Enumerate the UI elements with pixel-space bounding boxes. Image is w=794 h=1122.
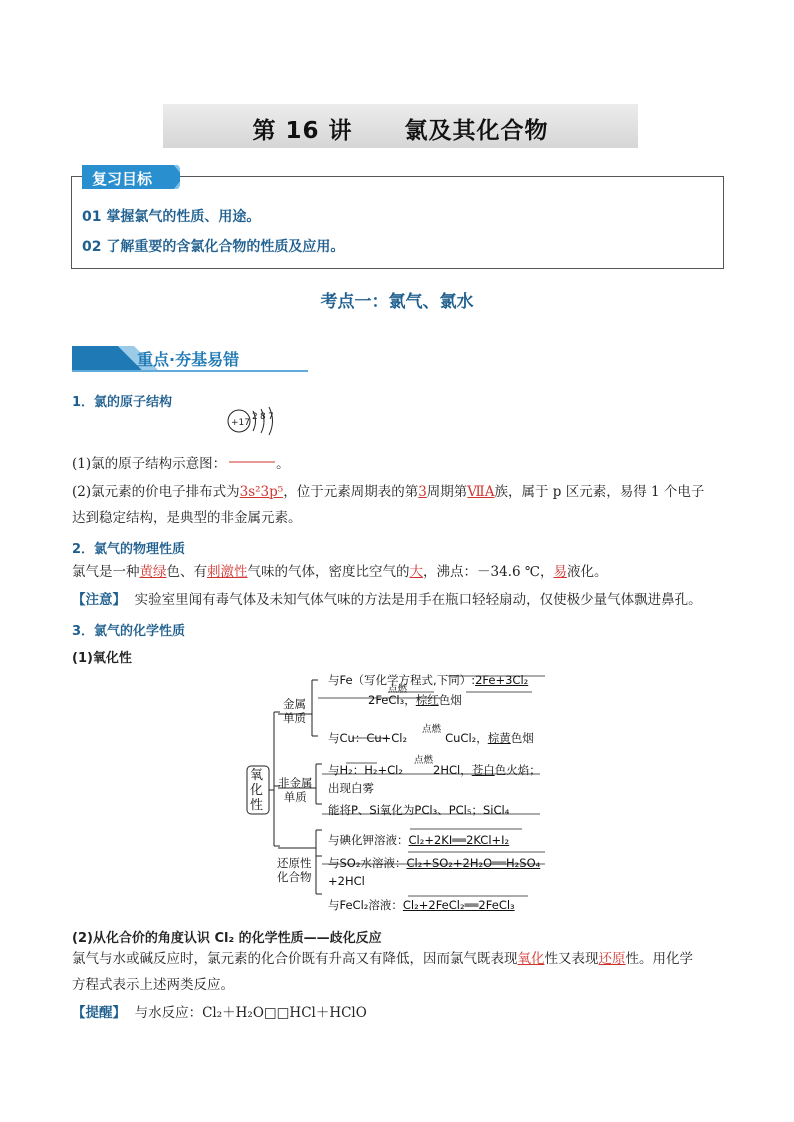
- goal-2: 02 了解重要的含氯化合物的性质及应用。: [82, 239, 345, 255]
- lecture-number: 第 16 讲: [252, 118, 353, 144]
- para-physical-props: 氯气是一种黄绿色、有刺激性气味的气体，密度比空气的大，沸点：－34.6 ℃，易液化。: [72, 564, 608, 580]
- diagram-branch-nonmetal: 非金属 单质: [278, 776, 313, 804]
- leaf-so2: 与SO₂水溶液：Cl₂+SO₂+2H₂O══H₂SO₄: [328, 856, 541, 870]
- tip-line: 【提醒】 与水反应：Cl₂＋H₂O□□HCl＋HClO: [72, 1005, 367, 1021]
- lecture-topic: 氯及其化合物: [404, 118, 549, 144]
- leaf-cu: 与Cu：Cu+Cl₂ CuCl₂，棕黄色烟: [328, 731, 534, 745]
- leaf-p-si: 能将P、Si氧化为PCl₃、PCl₅；SiCl₄: [328, 803, 510, 817]
- answer-config: 3s²3p⁵: [239, 484, 284, 500]
- answer-liquefy: 易: [553, 564, 567, 580]
- diagram-root: 氧 化 性: [250, 768, 264, 813]
- note-line: 【注意】 实验室里闻有毒气体及未知气体气味的方法是用手在瓶口轻轻扇动，仅使极少量气体飘进鼻孔。: [72, 592, 702, 608]
- goal-1: 01 掌握氯气的性质、用途。: [82, 209, 261, 225]
- answer-color: 黄绿: [139, 564, 167, 580]
- atom-shell-2: 8: [260, 412, 266, 422]
- page-title: [163, 112, 638, 145]
- para-atomic-diagram: (1)氯的原子结构示意图： 。: [72, 456, 290, 472]
- answer-smell: 刺激性: [207, 564, 248, 580]
- answer-density: 大: [409, 564, 423, 580]
- h2-condition: 点燃: [414, 755, 434, 766]
- leaf-fe: 与Fe（写化学方程式,下同）:2Fe+3Cl₂: [328, 673, 529, 687]
- atom-shell-1: 2: [252, 412, 258, 422]
- answer-period: 3: [418, 484, 427, 500]
- subheading-disproportionation: (2)从化合价的角度认识 Cl₂ 的化学性质——歧化反应: [72, 931, 382, 946]
- heading-atomic-structure: 1．氯的原子结构: [72, 395, 173, 410]
- atom-nucleus: +17: [231, 418, 250, 428]
- subheading-oxidizing: (1)氧化性: [72, 651, 132, 666]
- cu-condition: 点燃: [422, 724, 442, 735]
- answer-group: ⅦA: [467, 484, 495, 500]
- para-disproportionation: 氯气与水或碱反应时，氯元素的化合价既有升高又有降低，因而氯气既表现氧化性又表现还原性。用化学 方程式表示上述两类反应。: [72, 951, 693, 993]
- heading-chemical-props: 3．氯气的化学性质: [72, 624, 186, 639]
- leaf-h2: 与H₂：H₂+Cl₂ 2HCl，苍白色火焰；: [328, 763, 541, 777]
- leaf-so2-line2: +2HCl: [328, 874, 365, 888]
- note-label: 【注意】: [72, 592, 126, 608]
- tip-label: 【提醒】: [72, 1005, 126, 1021]
- answer-oxidizing: 氧化: [517, 951, 545, 967]
- diagram-branch-reducing: 还原性 化合物: [277, 856, 312, 884]
- leaf-fe-line2: 2FeCl₃，棕红色烟: [368, 693, 462, 707]
- heading-physical-props: 2．氯气的物理性质: [72, 542, 186, 557]
- leaf-h2-line2: 出现白雾: [328, 781, 374, 795]
- banner-label: 重点·夯基易错: [137, 350, 240, 369]
- answer-reducing: 还原: [598, 951, 626, 967]
- section-title: 考点一：氯气、氯水: [320, 292, 474, 312]
- atom-shell-3: 7: [268, 412, 274, 422]
- para-electron-config: (2)氯元素的价电子排布式为3s²3p⁵，位于元素周期表的第3周期第ⅦA族，属于 p 区元素，易得 1 个电子 达到稳定结构，是典型的非金属元素。: [72, 484, 705, 526]
- leaf-ki: 与碘化钾溶液：Cl₂+2KI══2KCl+I₂: [328, 833, 510, 847]
- leaf-fecl2: 与FeCl₂溶液：Cl₂+2FeCl₂══2FeCl₃: [328, 898, 515, 912]
- review-tag-label: 复习目标: [92, 170, 153, 188]
- fe-condition: 点燃: [388, 684, 408, 695]
- diagram-branch-metal: 金属 单质: [283, 697, 306, 725]
